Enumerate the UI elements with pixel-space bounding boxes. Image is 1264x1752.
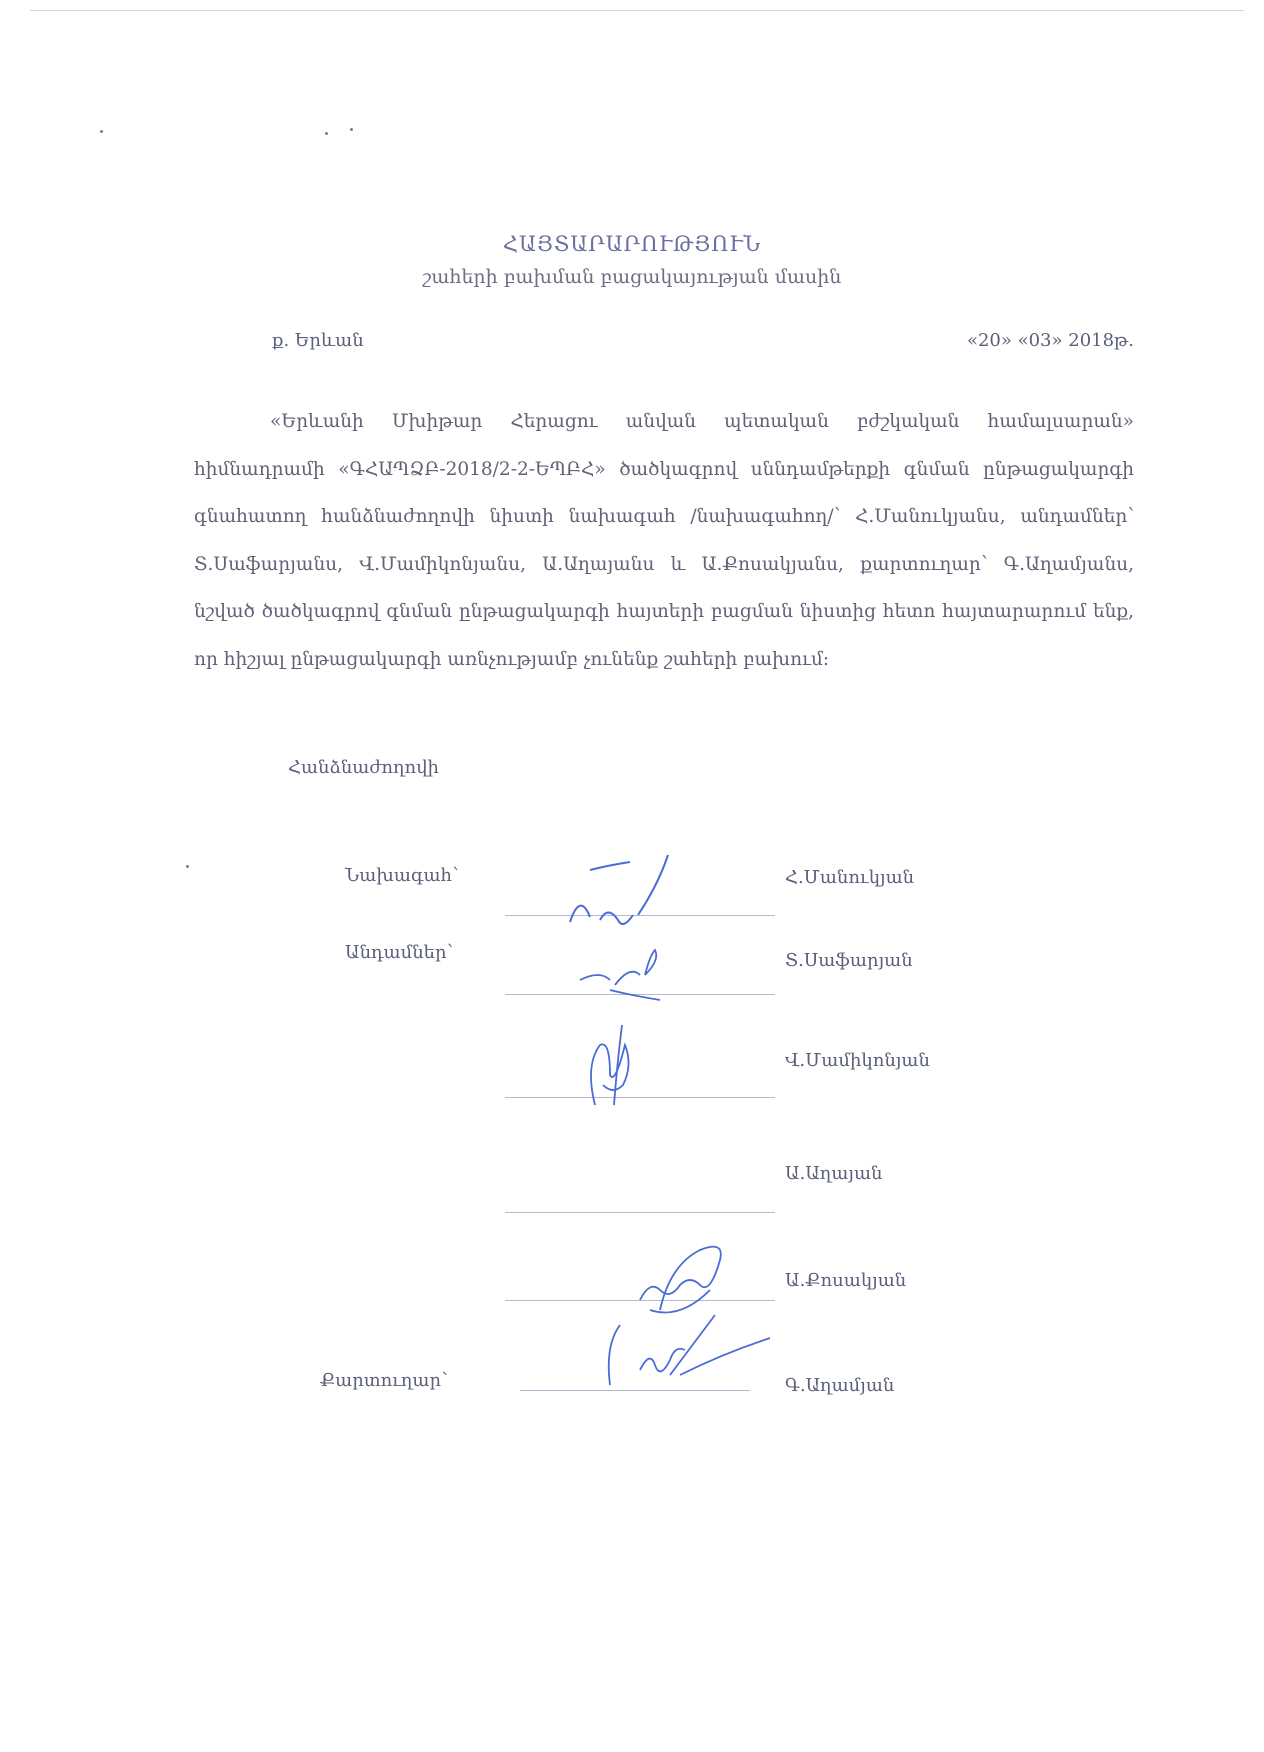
commission-label: Հանձնաժողովի — [288, 757, 439, 778]
signature-mark — [520, 850, 770, 940]
signature-role: Անդամներ՝ — [345, 942, 454, 963]
signature-mark — [520, 930, 770, 1020]
signature-name: Վ.Մամիկոնյան — [785, 1050, 930, 1071]
scan-speck — [325, 132, 328, 135]
signature-name: Ա.Քոսակյան — [785, 1270, 907, 1291]
signature-row — [0, 1160, 1264, 1200]
signature-mark — [520, 1300, 770, 1390]
signature-line — [520, 1390, 750, 1391]
signature-line — [505, 1212, 775, 1213]
declaration-paragraph: «Երևանի Մխիթար Հերացու անվան պետական բժշկական համալսարան» հիմնադրամի «ԳՀԱՊՁԲ-2018/2-2-ԵՊԲՀ» ծածկագրով սննդամթերքի գնման ընթացակարգի գնահատող հանձնաժողովի նիստի նախագահ /նախագահող/՝ Հ.Մանուկյանս, անդամներ՝ Տ.Սաֆարյանս, Վ.Մամիկոնյանս, Ա.Աղայանս և Ա.Քոսակյանս, քարտուղար՝ Գ.Աղամյանս, նշված ծածկագրով գնման ընթացակարգի հայտերի բացման նիստից հետո հայտարարում ենք, որ հիշյալ ընթացակարգի առնչությամբ չունենք շահերի բախում: — [194, 411, 1134, 670]
signature-mark — [520, 1020, 770, 1110]
signature-role: Քարտուղար՝ — [320, 1370, 448, 1391]
scan-edge-line — [30, 10, 1244, 11]
scan-speck — [350, 128, 353, 131]
document-date: «20» «03» 2018թ. — [966, 330, 1134, 351]
signature-name: Տ.Սաֆարյան — [785, 950, 913, 971]
signature-name: Ա.Աղայան — [785, 1163, 883, 1184]
signature-name: Հ.Մանուկյան — [785, 867, 915, 888]
scan-speck — [100, 130, 103, 133]
document-title: ՀԱՅՏԱՐԱՐՈՒԹՅՈՒՆ — [502, 232, 762, 256]
document-city: ք. Երևան — [272, 330, 364, 351]
signature-role: Նախագահ՝ — [345, 865, 459, 886]
document-subtitle: շահերի բախման բացակայության մասին — [422, 266, 842, 288]
signature-name: Գ.Աղամյան — [785, 1375, 895, 1396]
